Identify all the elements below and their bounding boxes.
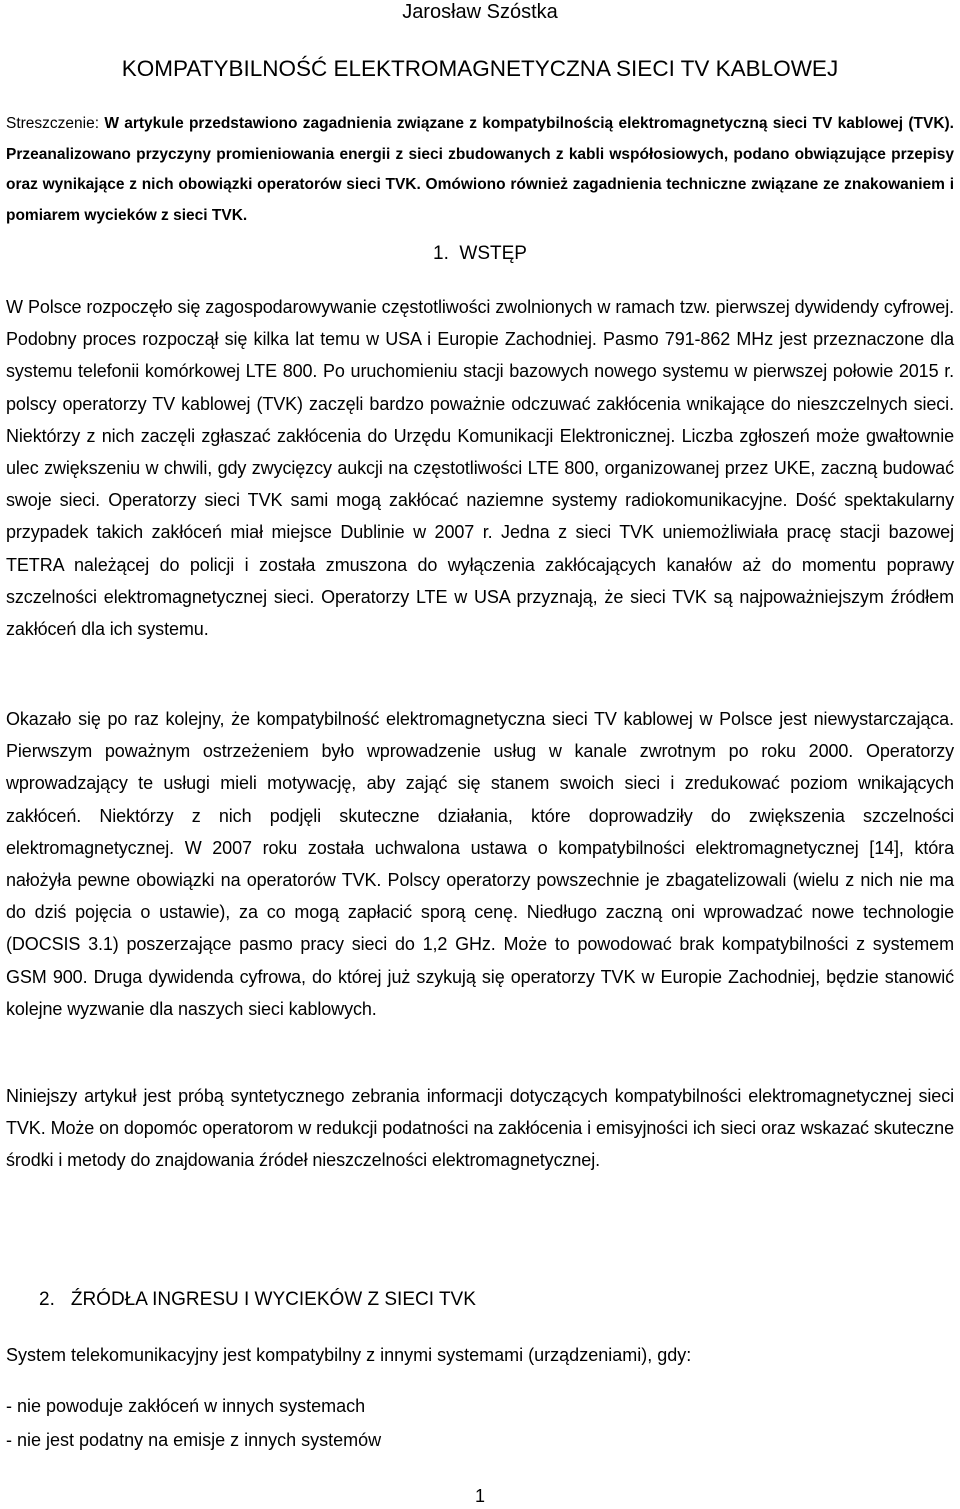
section-1-heading: 1. WSTĘP (433, 243, 527, 264)
author-name: Jarosław Szóstka (402, 1, 558, 23)
document-title: KOMPATYBILNOŚĆ ELEKTROMAGNETYCZNA SIECI TV KABLOWEJ (121, 56, 839, 81)
abstract (6, 109, 954, 231)
abstract-label: Streszczenie: (6, 115, 100, 132)
section-2-title: ŹRÓDŁA INGRESU I WYCIEKÓW Z SIECI TVK (70, 1289, 476, 1310)
list-item: - nie powoduje zakłóceń w innych systemach (6, 1396, 366, 1416)
paragraph-1: W Polsce rozpoczęło się zagospodarowywanie częstotliwości zwolnionych w ramach tzw. pierwszej dywidendy cyfrowej. Podobny proces rozpoczął się kilka lat temu w USA i Europie Zachodniej. Pasmo 791-862 MHz jest przeznaczone dla systemu telefonii komórkowej LTE 800. Po uruchomieniu stacji bazowych nowego systemu w pierwszej połowie 2015 r. polscy operatorzy TV kablowej (TVK) zaczęli bardzo poważnie odczuwać zakłócenia wnikające do nieszczelnych sieci. Niektórzy z nich zaczęli zgłaszać zakłócenia do Urzędu Komunikacji Elektronicznej. Liczba zgłoszeń może gwałtownie ulec zwiększeniu w chwili, gdy zwycięzcy aukcji na częstotliwości LTE 800, organizowanej przez UKE, zaczną budować swoje sieci. Operatorzy sieci TVK sami mogą zakłócać naziemne systemy radiokomunikacyjne. Dość spektakularny przypadek takich zakłóceń miał miejsce Dublinie w 2007 r. Jedna z sieci TVK uniemożliwiała pracę stacji bazowej TETRA należącej do policji i została zmuszona do wyłączenia zakłócających kanałów aż do momentu poprawy szczelności elektromagnetycznej sieci. Operatorzy LTE w USA przyznają, że sieci TVK są najpoważniejszym źródłem zakłóceń dla ich systemu. (6, 297, 954, 640)
page-number: 1 (474, 1486, 485, 1506)
section-2-heading (39, 1286, 476, 1314)
section-2-number: 2. (39, 1289, 55, 1310)
section-2-intro: System telekomunikacyjny jest kompatybilny z innymi systemami (urządzeniami), gdy: (6, 1345, 692, 1365)
paragraph-3: Niniejszy artykuł jest próbą syntetycznego zebrania informacji dotyczących kompatybilności elektromagnetycznej sieci TVK. Może on dopomóc operatorom w redukcji podatności na zakłócenia i emisyjności ich sieci oraz wskazać skuteczne środki i metody do znajdowania źródeł nieszczelności elektromagnetycznej. (6, 1086, 954, 1171)
paragraph-2: Okazało się po raz kolejny, że kompatybilność elektromagnetyczna sieci TV kablowej w Polsce jest niewystarczająca. Pierwszym poważnym ostrzeżeniem było wprowadzenie usług w kanale zwrotnym po roku 2000. Operatorzy wprowadzający te usługi mieli motywację, aby zająć się stanem swoich sieci i zredukować poziom wnikających zakłóceń. Niektórzy z nich podjęli skuteczne działania, które doprowadziły do zwiększenia szczelności elektromagnetycznej. W 2007 roku została uchwalona ustawa o kompatybilności elektromagnetycznej [14], która nałożyła pewne obowiązki na operatorów TVK. Polscy operatorzy powszechnie je zbagatelizowali (wielu z nich nie ma do dziś pojęcia o ustawie), za co mogą zapłacić sporą cenę. Niedługo zaczną oni wprowadzać nowe technologie (DOCSIS 3.1) poszerzające pasmo pracy sieci do 1,2 GHz. Może to powodować brak kompatybilności z systemem GSM 900. Druga dywidenda cyfrowa, do której już szykują się operatorzy TVK w Europie Zachodniej, będzie stanowić kolejne wyzwanie dla naszych sieci kablowych. (6, 709, 954, 1019)
list-item: - nie jest podatny na emisje z innych systemów (6, 1430, 382, 1450)
abstract-text: W artykule przedstawiono zagadnienia związane z kompatybilnością elektromagnetyczną sieci TV kablowej (TVK). Przeanalizowano przyczyny promieniowania energii z sieci zbudowanych z kabli współosiowych, podano obwiązujące przepisy oraz wynikające z nich obowiązki operatorów sieci TVK. Omówiono również zagadnienia techniczne związane ze znakowaniem i pomiarem wycieków z sieci TVK. (6, 115, 954, 224)
